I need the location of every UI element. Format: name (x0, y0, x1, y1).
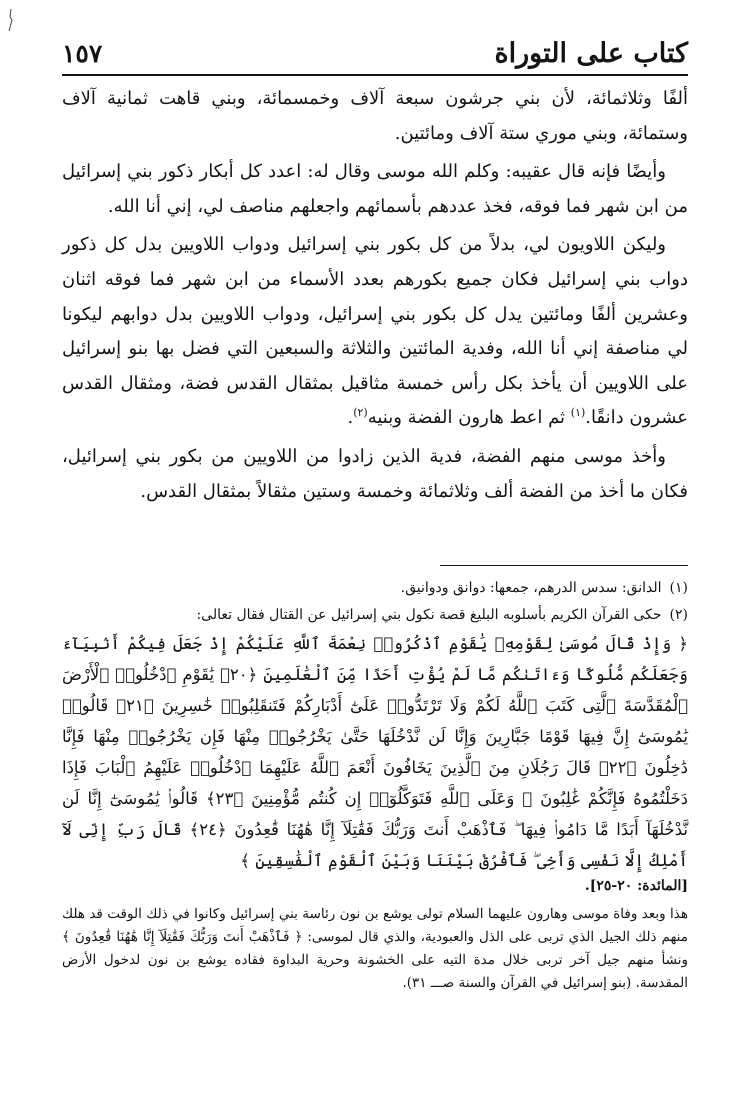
page-header (62, 30, 688, 76)
paragraph-3-continuation: ثم اعط هارون الفضة وبنيه (367, 407, 571, 429)
footnotes (62, 578, 688, 995)
footnote-marker-1[interactable]: (١) (570, 406, 586, 420)
paragraph-4: وأخذ موسى منهم الفضة، فدية الذين زادوا من اللاويين من بكور بني إسرائيل، فكان ما أخذ من الفضة ألف وثلاثمائة وخمسة وستين مثقالاً بمثقال القدس. (62, 445, 688, 502)
paragraph-2: وأيضًا فإنه قال عقيبه: وكلم الله موسى وقال له: اعدد كل أبكار ذكور بني إسرائيل من ابن شهر فما فوقه، فخذ عددهم بأسمائهم واجعلهم مناصف لي، إني أنا الله. (62, 161, 688, 217)
quran-reference: [المائدة: ٢٠-٢٥]. (584, 878, 688, 895)
footnote-1-number: (١) (669, 580, 688, 597)
page-number: ١٥٧ (62, 39, 103, 68)
footnote-2-intro: حكى القرآن الكريم بأسلوبه البليغ قصة نكول بني إسرائيل عن القتال فقال تعالى: (196, 607, 662, 624)
margin-mark-icon (6, 8, 15, 32)
paragraph-3-text: وليكن اللاويون لي، بدلاً من كل بكور بني إسرائيل ودواب اللاويين بدل كل ذكور دواب بني إسرائيل فكان جميع بكورهم بعدد الأسماء من ابن شهر فما فوقه اثنان وعشرين ألفًا ومائتين يدل كل بكور بني إسرائيل، ودواب اللاويين بدل دوابهم ليكونا لي مناصفة إني أنا الله، وفدية المائتين والثلاثة والسبعين التي فضل بها بنو إسرائيل على اللاويين أن يأخذ بكل رأس خمسة مثاقيل بمثقال القدس فضة، ومثقال القدس عشرون دانقًا. (62, 234, 688, 429)
footnote-marker-2[interactable]: (٢) (353, 406, 368, 420)
quran-quote: ﴿ وَإِذْ قَالَ مُوسَىٰ لِقَوْمِهِۦ يَٰقَوْمِ ٱذْكُرُوا۟ نِعْمَةَ ٱللَّهِ عَلَيْكُمْ إِذْ جَعَلَ فِيكُمْ أَنۢبِيَآءَ وَجَعَلَكُم مُّلُوكًا وَءَاتَىٰكُم مَّا لَمْ يُؤْتِ أَحَدًا مِّنَ ٱلْعَٰلَمِينَ ﴿٢٠﴾ يَٰقَوْمِ ٱدْخُلُوا۟ ٱلْأَرْضَ ٱلْمُقَدَّسَةَ ٱلَّتِى كَتَبَ ٱللَّهُ لَكُمْ وَلَا تَرْتَدُّوا۟ عَلَىٰٓ أَدْبَارِكُمْ فَتَنقَلِبُوا۟ خَٰسِرِينَ ﴿٢١﴾ قَالُوا۟ يَٰمُوسَىٰٓ إِنَّ فِيهَا قَوْمًا جَبَّارِينَ وَإِنَّا لَن نَّدْخُلَهَا حَتَّىٰ يَخْرُجُوا۟ مِنْهَا فَإِن يَخْرُجُوا۟ مِنْهَا فَإِنَّا دَٰخِلُونَ ﴿٢٢﴾ قَالَ رَجُلَانِ مِنَ ٱلَّذِينَ يَخَافُونَ أَنْعَمَ ٱللَّهُ عَلَيْهِمَا ٱدْخُلُوا۟ عَلَيْهِمُ ٱلْبَابَ فَإِذَا دَخَلْتُمُوهُ فَإِنَّكُمْ غَٰلِبُونَ ۚ وَعَلَى ٱللَّهِ فَتَوَكَّلُوٓا۟ إِن كُنتُم مُّؤْمِنِينَ ﴿٢٣﴾ قَالُوا۟ يَٰمُوسَىٰٓ إِنَّا لَن نَّدْخُلَهَآ أَبَدًا مَّا دَامُوا۟ فِيهَا ۖ فَٱذْهَبْ أَنتَ وَرَبُّكَ فَقَٰتِلَآ إِنَّا هَٰهُنَا قَٰعِدُونَ ﴿٢٤﴾ قَالَ رَبِّ إِنِّى لَآ أَمْلِكُ إِلَّا نَفْسِى وَأَخِى ۖ فَٱفْرُقْ بَيْنَنَا وَبَيْنَ ٱلْقَوْمِ ٱلْفَٰسِقِينَ ﴾ (62, 634, 688, 871)
footnote-2-number: (٢) (669, 607, 688, 624)
paragraph-1: ألفًا وثلاثمائة، لأن بني جرشون سبعة آلاف وخمسمائة، وبني قاهت ثمانية آلاف وستمائة، وبني موري ستة آلاف ومائتين. (62, 88, 688, 144)
footnote-1 (62, 578, 688, 599)
footnote-2-commentary: هذا وبعد وفاة موسى وهارون عليهما السلام تولى يوشع بن نون رئاسة بني إسرائيل وكانوا في ذلك الوقت قد هلك منهم ذلك الجيل الذي تربى على الذل والعبودية، والذي قال لموسى: ﴿ فَٱذْهَبْ أَنتَ وَرَبُّكَ فَقَٰتِلَآ إِنَّا هَٰهُنَا قَٰعِدُونَ ﴾ ونشأ منهم جيل آخر تربى خلال مدة التيه على الخشونة وحرية البداوة فقاده يوشع بن نون لدخول الأرض المقدسة. (بنو إسرائيل في القرآن والسنة صـــ ٣١). (62, 906, 688, 992)
footnote-2 (62, 605, 688, 897)
paragraph-3 (62, 228, 688, 436)
footnote-divider (440, 565, 688, 566)
book-page (62, 30, 688, 1100)
footnote-1-text: الدانق: سدس الدرهم، جمعها: دوانق ودوانيق. (400, 580, 662, 597)
book-title: كتاب على التوراة (494, 38, 688, 69)
paragraph-3-end: . (347, 407, 354, 429)
main-text (62, 82, 688, 509)
